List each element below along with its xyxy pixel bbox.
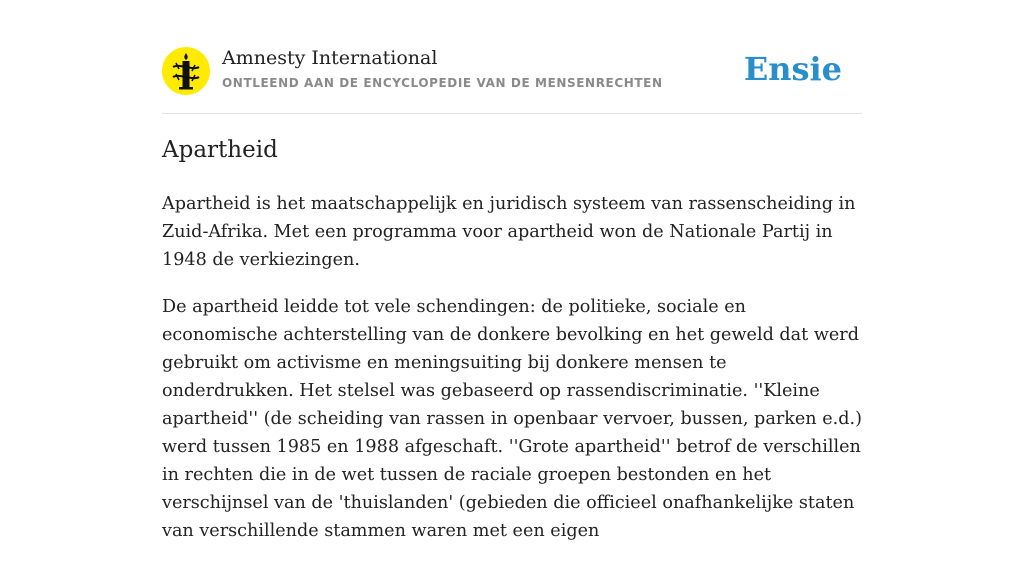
brand-logo[interactable]: Ensie [743,50,842,88]
source-subtitle: ONTLEEND AAN DE ENCYCLOPEDIE VAN DE MENSENRECHTEN [222,76,663,90]
article-body [162,190,862,564]
source-header [162,46,862,96]
paragraph-1: Apartheid is het maatschappelijk en juridisch systeem van rassenscheiding in Zuid-Afrika. Met een programma voor apartheid won de Nationale Partij in 1948 de verkiezingen. [162,194,856,270]
paragraph-2: De apartheid leidde tot vele schendingen: de politieke, sociale en economische achterstelling van de donkere bevolking en het geweld dat werd gebruikt om activisme en meningsuiting bij donkere mensen te onderdrukken. Het stelsel was gebaseerd op rassendiscriminatie. ''Kleine apartheid'' (de scheiding van rassen in openbaar vervoer, bussen, parken e.d.) werd tussen 1985 en 1988 afgeschaft. ''Grote apartheid'' betrof de verschillen in rechten die in de wet tussen de raciale groepen bestonden en het verschijnsel van de 'thuislanden' (gebieden die officieel onafhankelijke staten van verschillende stammen waren met een eigen [162,297,862,541]
article-title: Apartheid [162,137,278,163]
amnesty-candle-icon [162,47,210,95]
header-divider [162,113,862,114]
source-name[interactable]: Amnesty International [222,47,438,69]
